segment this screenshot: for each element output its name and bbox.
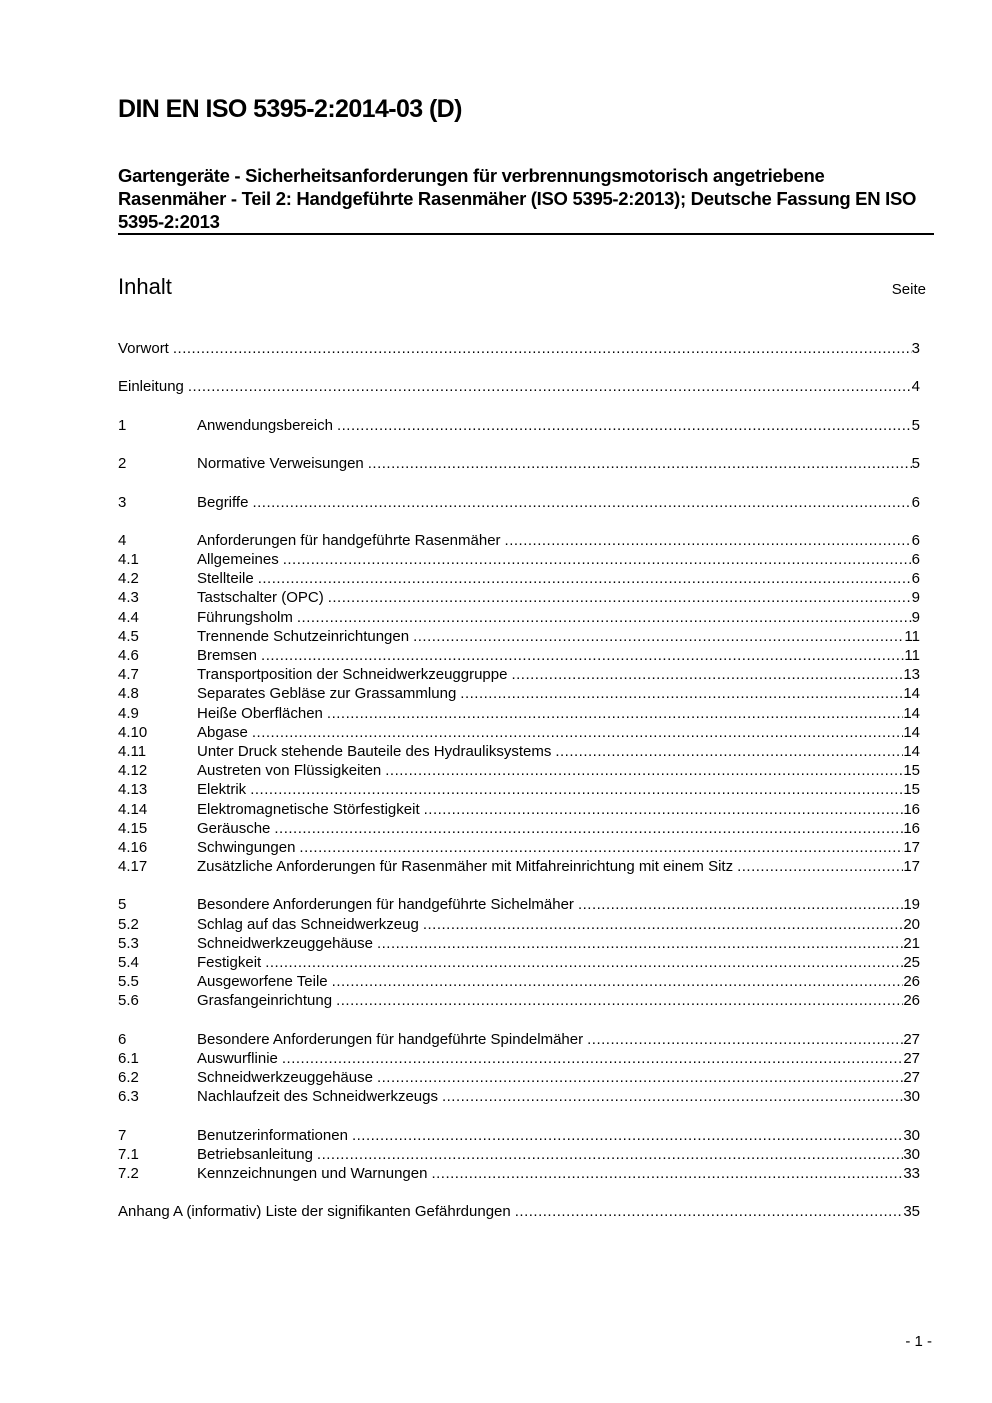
toc-group [118,339,920,358]
toc-entry-page: 3 [911,340,920,357]
toc-group [118,895,920,1010]
toc-entry[interactable] [118,416,920,435]
toc-entry-label: Benutzerinformationen [197,1126,348,1144]
toc-entry[interactable] [118,1030,920,1049]
toc-entry[interactable] [118,761,920,780]
toc-entry-label: Anwendungsbereich [197,416,333,434]
toc-entry-label: Separates Gebläse zur Grassammlung [197,685,457,703]
toc-entry-number: 3 [118,493,127,511]
dot-leader [578,895,903,914]
toc-entry[interactable] [118,723,920,742]
toc-entry-page: 5 [911,416,920,434]
dot-leader [173,339,912,358]
dot-leader [332,972,904,991]
toc-entry-number: 4.7 [118,666,139,684]
toc-entry-page: 6 [911,551,920,569]
toc-entry-page: 11 [904,647,920,664]
toc-entry-number: 4.3 [118,589,139,607]
toc-entry-number: 4.2 [118,570,139,588]
toc-entry-label: Geräusche [197,819,271,837]
toc-entry[interactable] [118,1087,920,1106]
toc-heading: Inhalt [118,274,172,299]
toc-entry-page: 19 [903,896,920,914]
toc-entry-number: 7.2 [118,1165,139,1183]
toc-entry-number: 7.1 [118,1145,139,1163]
toc-entry-number: 5.5 [118,973,139,991]
toc-entry-label: Besondere Anforderungen für handgeführte Spindelmäher [197,1030,584,1048]
dot-leader [317,1145,903,1164]
toc-entry-label: Tastschalter (OPC) [197,589,324,607]
toc-entry-page: 35 [903,1203,920,1221]
toc-entry[interactable] [118,531,920,550]
dot-leader [252,723,903,742]
dot-leader [261,646,904,665]
toc-group [118,1126,920,1184]
toc-entry-page: 16 [903,800,920,818]
toc-entry-number: 6.1 [118,1049,139,1067]
toc-entry-page: 4 [911,378,920,396]
toc-entry-number: 5.2 [118,915,139,933]
toc-entry-number: 4.14 [118,800,148,818]
toc-entry-label: Abgase [197,723,248,741]
dot-leader [265,953,903,972]
dot-leader [282,1049,903,1068]
toc-entry-page: 30 [903,1126,920,1144]
toc-entry[interactable] [118,1049,920,1068]
toc-entry-label: Normative Verweisungen [197,455,364,473]
toc-entry-page: 27 [903,1049,920,1067]
dot-leader [297,608,912,627]
toc-entry[interactable] [118,857,920,876]
toc-entry-number: 4.10 [118,723,148,741]
dot-leader [385,761,903,780]
toc-entry[interactable] [118,991,920,1010]
toc-entry-label: Auswurflinie [197,1049,278,1067]
dot-leader [252,493,911,512]
toc-entry-number: 4.13 [118,781,148,799]
toc-entry-label: Bremsen [197,647,258,664]
dot-leader [258,569,912,588]
toc-entry-label: Festigkeit [197,954,262,971]
toc-entry-number: 4.1 [118,551,139,569]
toc-entry[interactable] [118,588,920,607]
toc-entry[interactable] [118,493,920,512]
toc-entry-page: 27 [903,1069,920,1087]
toc-entry-page: 30 [903,1145,920,1163]
dot-leader [337,416,912,435]
toc-entry-label: Begriffe [197,493,249,511]
toc-entry[interactable] [118,1068,920,1087]
toc-entry-page: 6 [911,570,920,588]
dot-leader [377,1068,903,1087]
toc-entry[interactable] [118,895,920,914]
toc-entry-number: 4.15 [118,819,148,837]
toc-group [118,454,920,473]
toc-group [118,377,920,396]
toc-entry-number: 5.6 [118,992,139,1010]
toc-entry-page: 26 [903,973,920,991]
dot-leader [299,838,903,857]
toc-entry-page: 6 [911,493,920,511]
toc-entry-number: 4 [118,531,127,549]
toc-entry-page: 14 [903,742,920,760]
dot-leader [274,819,903,838]
toc-entry[interactable] [118,646,920,665]
toc-entry-number: 6 [118,1030,127,1048]
toc-entry-label: Schneidwerkzeuggehäuse [197,934,373,952]
toc-entry-page: 13 [903,666,920,684]
toc-entry-page: 15 [903,781,920,799]
toc-entry[interactable] [118,704,920,723]
toc-entry[interactable] [118,665,920,684]
toc-entry-label: Nachlaufzeit des Schneidwerkzeugs [197,1088,438,1106]
toc-entry-label: Anhang A (informativ) Liste der signifikanten Gefährdungen [118,1203,511,1221]
toc-entry[interactable] [118,1145,920,1164]
table-of-contents [118,339,920,1241]
toc-group [118,1202,920,1221]
dot-leader [442,1087,903,1106]
toc-entry-page: 30 [903,1088,920,1106]
dot-leader [283,550,912,569]
toc-entry-label: Betriebsanleitung [197,1145,313,1163]
title-divider [118,233,934,235]
toc-entry-page: 15 [903,762,920,780]
toc-entry[interactable] [118,550,920,569]
dot-leader [250,780,903,799]
toc-entry-number: 4.6 [118,647,139,664]
dot-leader [368,454,912,473]
toc-entry-number: 4.8 [118,685,139,703]
toc-entry-page: 26 [903,992,920,1010]
toc-entry-label: Schlag auf das Schneidwerkzeug [197,915,419,933]
toc-entry-number: 5 [118,896,127,914]
toc-entry[interactable] [118,627,920,646]
toc-entry-number: 4.17 [118,858,148,876]
toc-entry-label: Trennende Schutzeinrichtungen [197,627,410,645]
toc-entry-label: Vorwort [118,340,169,357]
toc-entry-page: 14 [903,723,920,741]
document-title: DIN EN ISO 5395-2:2014-03 (D) [118,95,462,123]
toc-entry-page: 17 [903,858,920,876]
dot-leader [423,915,904,934]
toc-entry-number: 4.4 [118,608,139,626]
toc-page-column-label: Seite [891,281,926,298]
toc-entry-page: 20 [903,915,920,933]
toc-entry-page: 21 [903,934,920,952]
toc-entry-number: 7 [118,1126,127,1144]
toc-entry-page: 33 [903,1165,920,1183]
toc-entry[interactable] [118,454,920,473]
toc-group [118,1030,920,1107]
toc-entry[interactable] [118,377,920,396]
toc-entry-number: 5.3 [118,934,139,952]
dot-leader [424,800,904,819]
toc-entry[interactable] [118,1164,920,1183]
toc-entry-label: Besondere Anforderungen für handgeführte Sichelmäher [197,896,574,914]
toc-entry[interactable] [118,972,920,991]
toc-entry-number: 5.4 [118,954,139,971]
toc-entry-page: 6 [911,531,920,549]
dot-leader [188,377,912,396]
toc-entry-label: Unter Druck stehende Bauteile des Hydrauliksystems [197,742,552,760]
toc-entry[interactable] [118,742,920,761]
toc-entry[interactable] [118,819,920,838]
toc-group [118,531,920,876]
dot-leader [587,1030,903,1049]
toc-entry[interactable] [118,838,920,857]
dot-leader [336,991,903,1010]
dot-leader [327,704,903,723]
toc-entry[interactable] [118,800,920,819]
dot-leader [555,742,903,761]
toc-entry-page: 9 [911,589,920,607]
toc-entry-number: 2 [118,455,127,473]
toc-entry-page: 27 [903,1030,920,1048]
toc-group [118,493,920,512]
toc-entry-number: 4.5 [118,627,139,645]
toc-entry-label: Schneidwerkzeuggehäuse [197,1069,373,1087]
page-number: - 1 - [905,1333,932,1350]
toc-entry[interactable] [118,934,920,953]
toc-entry-page: 17 [903,838,920,856]
dot-leader [505,531,912,550]
toc-entry-label: Schwingungen [197,838,296,856]
toc-entry[interactable] [118,1126,920,1145]
toc-entry-number: 4.16 [118,838,148,856]
toc-entry-label: Elektrik [197,781,247,799]
toc-entry[interactable] [118,953,920,972]
toc-entry-label: Anforderungen für handgeführte Rasenmäher [197,531,501,549]
dot-leader [515,1202,904,1221]
dot-leader [460,684,903,703]
toc-entry[interactable] [118,780,920,799]
toc-entry-label: Heiße Oberflächen [197,704,323,722]
document-subtitle: Gartengeräte - Sicherheitsanforderungen für verbrennungsmotorisch angetriebene Rasenmäher - Teil 2: Handgeführte Rasenmäher (ISO 5395-2:2013); Deutsche Fassung EN ISO 5395-2:2013 [118,165,917,232]
dot-leader [377,934,903,953]
toc-entry-label: Elektromagnetische Störfestigkeit [197,800,420,818]
toc-entry-page: 14 [903,704,920,722]
toc-entry-page: 16 [903,819,920,837]
toc-entry-label: Kennzeichnungen und Warnungen [197,1165,428,1183]
toc-entry-number: 1 [118,416,127,434]
toc-entry-page: 14 [903,685,920,703]
toc-entry-label: Austreten von Flüssigkeiten [197,762,382,780]
toc-entry-page: 11 [904,627,920,645]
toc-entry-label: Transportposition der Schneidwerkzeuggruppe [197,666,508,684]
toc-entry[interactable] [118,1202,920,1221]
toc-entry-number: 6.3 [118,1088,139,1106]
toc-entry-label: Stellteile [197,570,254,588]
toc-entry-label: Führungsholm [197,608,293,626]
dot-leader [413,627,904,646]
toc-entry-page: 9 [911,608,920,626]
toc-entry-page: 5 [911,455,920,473]
toc-entry[interactable] [118,339,920,358]
toc-entry-label: Grasfangeinrichtung [197,992,333,1010]
toc-entry[interactable] [118,569,920,588]
toc-entry-label: Zusätzliche Anforderungen für Rasenmäher mit Mitfahreinrichtung mit einem Sitz [197,858,734,876]
toc-entry-number: 6.2 [118,1069,139,1087]
dot-leader [431,1164,903,1183]
dot-leader [328,588,912,607]
toc-entry-number: 4.9 [118,704,139,722]
toc-entry-label: Ausgeworfene Teile [197,973,328,991]
dot-leader [352,1126,903,1145]
toc-entry[interactable] [118,608,920,627]
dot-leader [511,665,903,684]
toc-entry-page: 25 [903,954,920,971]
toc-entry-label: Allgemeines [197,551,279,569]
toc-entry-number: 4.12 [118,762,148,780]
dot-leader [737,857,903,876]
toc-entry-label: Einleitung [118,378,184,396]
toc-entry[interactable] [118,915,920,934]
toc-entry-number: 4.11 [118,742,147,760]
toc-entry[interactable] [118,684,920,703]
toc-group [118,416,920,435]
